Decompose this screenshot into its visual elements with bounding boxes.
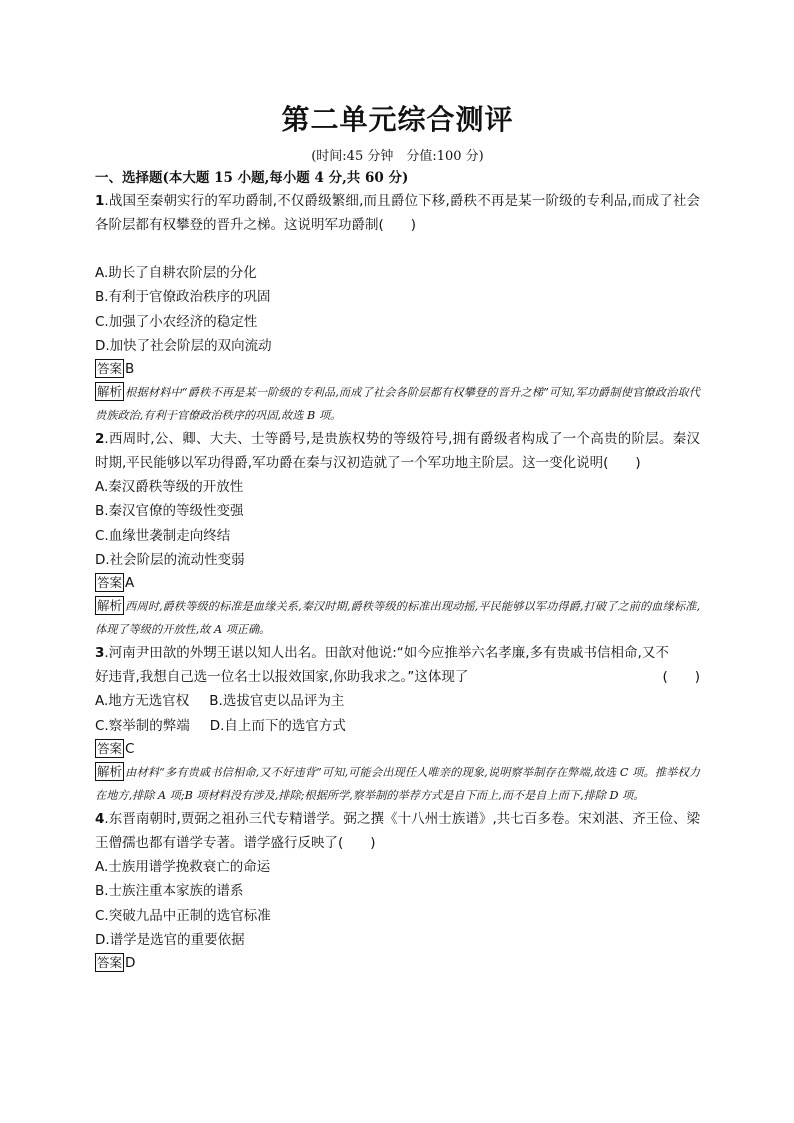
analysis-text: 西周时,爵秩等级的标准是血缘关系,秦汉时期,爵秩等级的标准出现动摇,平民能够以军功得爵,打破了之前的血缘标准,体现了等级的开放性,故 A 项正确。 [95,600,700,637]
option-a: A.助长了自耕农阶层的分化 [95,265,257,281]
question-number: 4 [95,810,105,827]
page-subtitle: (时间:45 分钟 分值:100 分) [311,149,484,164]
page-title: 第二单元综合测评 [281,103,514,136]
option-a: A.士族用谱学挽救衰亡的命运 [95,858,271,875]
option-a: A.秦汉爵秩等级的开放性 [95,479,244,496]
option-c: C.加强了小农经济的稳定性 [95,313,258,330]
answer-line [95,358,700,381]
question-number: 1 [95,193,105,209]
analysis-tag: 解析 [97,598,123,614]
question-number: 3 [95,645,105,662]
question-4 [95,807,700,975]
analysis-block [95,761,700,807]
section-heading: 一、选择题(本大题 15 小题,每小题 4 分,共 60 分) [95,170,409,186]
option-b: B.秦汉官僚的等级性变强 [95,503,244,520]
question-stem: 1.战国至秦朝实行的军功爵制,不仅爵级繁细,而且爵位下移,爵秩不再是某一阶级的专利品,而成了社会各阶层都有权攀登的晋升之梯。这说明军功爵制( ) [95,193,700,233]
answer-tag: 答案 [97,955,123,971]
question-stem-continued: 好违背,我想自己选一位名士以报效国家,你助我求之。”这体现了 ( ) [95,665,700,689]
option-row-1 [95,689,700,713]
option-a: A.地方无选官权 [95,693,190,710]
option-row-2 [95,714,700,738]
answer-tag: 答案 [97,575,123,591]
analysis-tag: 解析 [97,763,123,779]
question-1 [95,189,700,427]
answer-tag: 答案 [97,740,123,756]
analysis-tag: 解析 [97,384,123,400]
question-2 [95,427,700,641]
answer-value: B [125,361,135,378]
option-c: C.血缘世袭制走向终结 [95,527,231,544]
analysis-text: 由材料“多有贵戚书信相命,又不好违背”可知,可能会出现任人唯亲的现象,说明察举制存在弊端,故选 C 项。推举权力在地方,排除 A 项;B 项材料没有涉及,排除;根据所学,察举制的举荐方式是自下而上,而不是自上而下,排除 D 项。 [95,765,700,802]
question-stem: 4.东晋南朝时,贾弼之祖孙三代专精谱学。弼之撰《十八州士族谱》,共七百多卷。宋刘湛、齐王俭、梁王僧孺也都有谱学专著。谱学盛行反映了( ) [95,810,700,851]
analysis-block [95,595,700,641]
answer-value: A [125,575,135,592]
option-b: B.有利于官僚政治秩序的巩固 [95,289,271,306]
answer-value: D [125,955,136,972]
option-c: C.突破九品中正制的选官标准 [95,907,271,924]
option-d: D.加快了社会阶层的双向流动 [95,337,272,354]
answer-line [95,738,700,761]
option-d: D.自上而下的选官方式 [209,717,346,734]
answer-line [95,952,700,975]
answer-tag: 答案 [97,361,123,377]
exam-page [95,100,700,975]
question-number: 2 [95,431,105,448]
question-stem: 3.河南尹田歆的外甥王谌以知人出名。田歆对他说:“如今应推举六名孝廉,多有贵戚书信相命,又不 [95,645,669,662]
question-3 [95,641,700,807]
answer-space [95,237,700,261]
answer-paren: ( ) [662,669,700,686]
option-b: B.选拔官吏以品评为主 [209,693,345,710]
analysis-text: 根据材料中“爵秩不再是某一阶级的专利品,而成了社会各阶层都有权攀登的晋升之梯”可知,军功爵制使官僚政治取代贵族政治,有利于官僚政治秩序的巩固,故选 B 项。 [95,386,700,423]
analysis-block [95,381,700,427]
answer-value: C [125,740,135,757]
option-b: B.士族注重本家族的谱系 [95,883,244,900]
option-c: C.察举制的弊端 [95,717,190,734]
answer-line [95,572,700,595]
question-stem: 2.西周时,公、卿、大夫、士等爵号,是贵族权势的等级符号,拥有爵级者构成了一个高贵的阶层。秦汉时期,平民能够以军功得爵,军功爵在秦与汉初造就了一个军功地主阶层。这一变化说明( ) [95,431,700,472]
option-d: D.社会阶层的流动性变弱 [95,552,245,569]
option-d: D.谱学是选官的重要依据 [95,931,245,948]
